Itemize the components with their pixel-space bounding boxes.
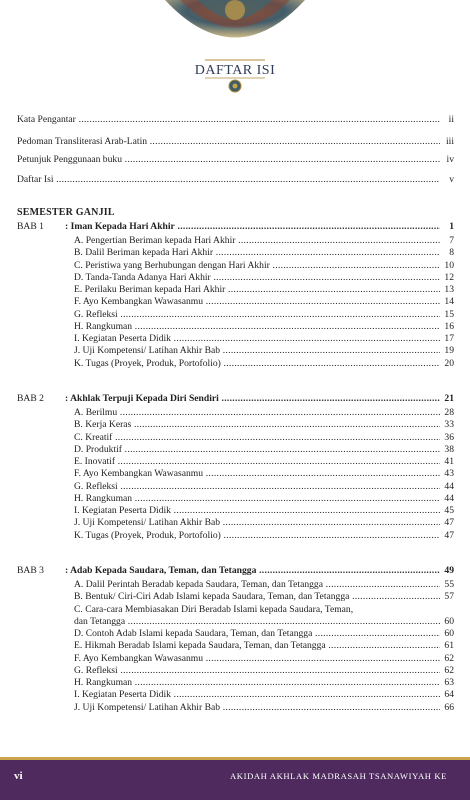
chapter-page: 21 bbox=[444, 393, 454, 404]
toc-item-label: F. Ayo Kembangkan Wawasanmu ..... bbox=[74, 296, 440, 308]
toc-item-label: H. Rangkuman ..... bbox=[74, 321, 440, 333]
chapter-page: 49 bbox=[444, 565, 454, 576]
toc-entry-label: Daftar Isi ..... bbox=[17, 174, 440, 186]
toc-item-label: J. Uji Kompetensi/ Latihan Akhir Bab ..... bbox=[74, 702, 440, 714]
toc-item[interactable] bbox=[74, 505, 454, 517]
toc-item-label: B. Kerja Keras ..... bbox=[74, 419, 440, 431]
chapter-label: BAB 2 bbox=[17, 393, 44, 404]
toc-item[interactable] bbox=[74, 345, 454, 357]
toc-item-page: 17 bbox=[444, 333, 454, 344]
toc-item-label: J. Uji Kompetensi/ Latihan Akhir Bab ..... bbox=[74, 345, 440, 357]
toc-item[interactable] bbox=[74, 235, 454, 247]
toc-item-label: C. Peristiwa yang Berhubungan dengan Hari Akhir ..... bbox=[74, 260, 440, 272]
toc-item[interactable] bbox=[74, 309, 454, 321]
toc-item-page: 10 bbox=[444, 259, 454, 271]
toc-item-label: A. Berilmu ..... bbox=[74, 407, 440, 419]
toc-item-page: 8 bbox=[449, 247, 454, 259]
toc-item[interactable] bbox=[74, 468, 454, 480]
toc-item[interactable] bbox=[74, 689, 454, 701]
toc-item-label: C. Kreatif ..... bbox=[74, 432, 440, 444]
toc-item-label: E. Inovatif ..... bbox=[74, 456, 440, 468]
toc-item-page: 62 bbox=[444, 652, 454, 664]
toc-item-page: 41 bbox=[444, 456, 454, 467]
toc-item[interactable] bbox=[74, 591, 454, 603]
chapter-title-entry[interactable] bbox=[65, 393, 454, 405]
toc-item[interactable] bbox=[74, 247, 454, 259]
toc-item-page: 43 bbox=[444, 468, 454, 480]
toc-item-page: 47 bbox=[444, 517, 454, 529]
toc-item-page: 45 bbox=[444, 505, 454, 516]
chapter-label: BAB 1 bbox=[17, 221, 44, 232]
toc-entry[interactable] bbox=[17, 154, 454, 166]
chapter-title: : Iman Kepada Hari Akhir ..... bbox=[65, 221, 440, 233]
toc-item[interactable] bbox=[74, 272, 454, 284]
toc-item-page: 28 bbox=[444, 407, 454, 418]
toc-item[interactable] bbox=[74, 321, 454, 333]
toc-item-page: 14 bbox=[444, 296, 454, 308]
toc-item-label: G. Refleksi ..... bbox=[74, 309, 440, 321]
chapter-title: : Akhlak Terpuji Kepada Diri Sendiri ..... bbox=[65, 393, 440, 405]
toc-item-page: 20 bbox=[444, 357, 454, 369]
toc-item[interactable] bbox=[74, 628, 454, 640]
toc-item-page: 15 bbox=[444, 308, 454, 320]
toc-item-page: 57 bbox=[444, 591, 454, 603]
toc-item-label: A. Pengertian Beriman kepada Hari Akhir ..... bbox=[74, 235, 440, 247]
toc-item[interactable] bbox=[74, 665, 454, 677]
toc-entry[interactable] bbox=[17, 136, 454, 148]
toc-entry-label: Petunjuk Penggunaan buku ..... bbox=[17, 154, 440, 166]
toc-item-page: 60 bbox=[444, 628, 454, 639]
chapter-title: : Adab Kepada Saudara, Teman, dan Tetangga ..... bbox=[65, 565, 440, 577]
toc-entry-page: ii bbox=[448, 114, 454, 125]
toc-item-label: K. Tugas (Proyek, Produk, Portofolio) ..... bbox=[74, 358, 440, 370]
page-title: DAFTAR ISI bbox=[194, 63, 276, 78]
toc-entry-label: Kata Pengantar ..... bbox=[17, 114, 440, 126]
semester-heading: SEMESTER GANJIL bbox=[17, 207, 115, 218]
toc-item-page: 19 bbox=[444, 345, 454, 357]
chapter-title-entry[interactable] bbox=[65, 221, 454, 233]
toc-item-label: E. Hikmah Beradab Islami kepada Saudara, Teman, dan Tetangga ..... bbox=[74, 640, 440, 652]
toc-item-label: G. Refleksi ..... bbox=[74, 665, 440, 677]
toc-item-page: 61 bbox=[444, 640, 454, 652]
toc-entry-page: v bbox=[449, 174, 454, 185]
toc-item-page: 7 bbox=[449, 235, 454, 246]
footer-page-number: vi bbox=[14, 770, 23, 782]
toc-item[interactable] bbox=[74, 432, 454, 444]
toc-item-label: I. Kegiatan Peserta Didik ..... bbox=[74, 333, 440, 345]
footer-accent bbox=[0, 757, 470, 760]
header-ornament-icon bbox=[160, 0, 310, 98]
toc-item-page: 47 bbox=[444, 529, 454, 541]
footer-book-title: AKIDAH AKHLAK MADRASAH TSANAWIYAH KE bbox=[230, 771, 447, 781]
toc-item-label: F. Ayo Kembangkan Wawasanmu ..... bbox=[74, 653, 440, 665]
toc-item[interactable] bbox=[74, 358, 454, 370]
toc-item-label: K. Tugas (Proyek, Produk, Portofolio) ..... bbox=[74, 530, 440, 542]
toc-item-page: 60 bbox=[444, 615, 454, 627]
toc-item[interactable] bbox=[74, 260, 454, 272]
toc-item-page: 66 bbox=[444, 701, 454, 713]
toc-entry-page: iv bbox=[446, 154, 454, 165]
toc-item[interactable] bbox=[74, 702, 454, 714]
toc-item-page: 33 bbox=[444, 419, 454, 431]
toc-item-label: D. Tanda-Tanda Adanya Hari Akhir ..... bbox=[74, 272, 440, 284]
toc-item-label: dan Tetangga ..... bbox=[74, 616, 440, 628]
toc-item-label: G. Refleksi ..... bbox=[74, 481, 440, 493]
toc-item[interactable] bbox=[74, 419, 454, 431]
toc-item-page: 12 bbox=[444, 271, 454, 283]
toc-item-label: E. Perilaku Beriman kepada Hari Akhir ..... bbox=[74, 284, 440, 296]
toc-item-label: I. Kegiatan Peserta Didik ..... bbox=[74, 505, 440, 517]
toc-item-page: 64 bbox=[444, 689, 454, 701]
toc-item-label: J. Uji Kompetensi/ Latihan Akhir Bab ..... bbox=[74, 517, 440, 529]
toc-item-label: D. Produktif ..... bbox=[74, 444, 440, 456]
toc-item[interactable] bbox=[74, 653, 454, 665]
toc-item-page: 44 bbox=[444, 480, 454, 492]
toc-item[interactable] bbox=[74, 481, 454, 493]
toc-item-label: F. Ayo Kembangkan Wawasanmu ..... bbox=[74, 468, 440, 480]
toc-item[interactable] bbox=[74, 407, 454, 419]
toc-item[interactable] bbox=[74, 493, 454, 505]
toc-item-page: 16 bbox=[444, 320, 454, 332]
toc-item[interactable] bbox=[74, 456, 454, 468]
toc-entry-page: iii bbox=[446, 136, 454, 147]
toc-item-page: 63 bbox=[444, 677, 454, 688]
toc-item-page: 36 bbox=[444, 431, 454, 443]
toc-item[interactable] bbox=[74, 677, 454, 689]
toc-item[interactable] bbox=[74, 579, 454, 591]
toc-item[interactable] bbox=[74, 444, 454, 456]
chapter-label: BAB 3 bbox=[17, 565, 44, 576]
chapter-page: 1 bbox=[449, 221, 454, 232]
toc-item-label: H. Rangkuman ..... bbox=[74, 677, 440, 689]
toc-item-label: B. Dalil Beriman kepada Hari Akhir ..... bbox=[74, 247, 440, 259]
chapter-title-entry[interactable] bbox=[65, 565, 454, 577]
toc-item[interactable] bbox=[74, 640, 454, 652]
toc-item-label: I. Kegiatan Peserta Didik ..... bbox=[74, 689, 440, 701]
toc-item[interactable] bbox=[74, 284, 454, 296]
toc-item[interactable] bbox=[74, 604, 454, 616]
toc-item-page: 44 bbox=[444, 492, 454, 504]
toc-item-page: 38 bbox=[444, 443, 454, 455]
toc-item[interactable] bbox=[74, 296, 454, 308]
toc-item-label: B. Bentuk/ Ciri-Ciri Adab Islami kepada Saudara, Teman, dan Tetangga ..... bbox=[74, 591, 440, 603]
toc-entry-label: Pedoman Transliterasi Arab-Latin ..... bbox=[17, 136, 440, 148]
toc-item[interactable] bbox=[74, 517, 454, 529]
toc-item-label: D. Contoh Adab Islami kepada Saudara, Teman, dan Tetangga ..... bbox=[74, 628, 440, 640]
toc-item-page: 62 bbox=[444, 664, 454, 676]
toc-item-label: C. Cara-cara Membiasakan Diri Beradab Islami kepada Saudara, Teman, bbox=[74, 603, 354, 615]
toc-item-page: 55 bbox=[444, 579, 454, 590]
toc-item[interactable] bbox=[74, 616, 454, 628]
toc-item[interactable] bbox=[74, 333, 454, 345]
toc-entry[interactable] bbox=[17, 174, 454, 186]
toc-item[interactable] bbox=[74, 530, 454, 542]
toc-item-page: 13 bbox=[444, 284, 454, 295]
toc-item-label: H. Rangkuman ..... bbox=[74, 493, 440, 505]
toc-item-label: A. Dalil Perintah Beradab kepada Saudara, Teman, dan Tetangga ..... bbox=[74, 579, 440, 591]
toc-entry[interactable] bbox=[17, 114, 454, 126]
